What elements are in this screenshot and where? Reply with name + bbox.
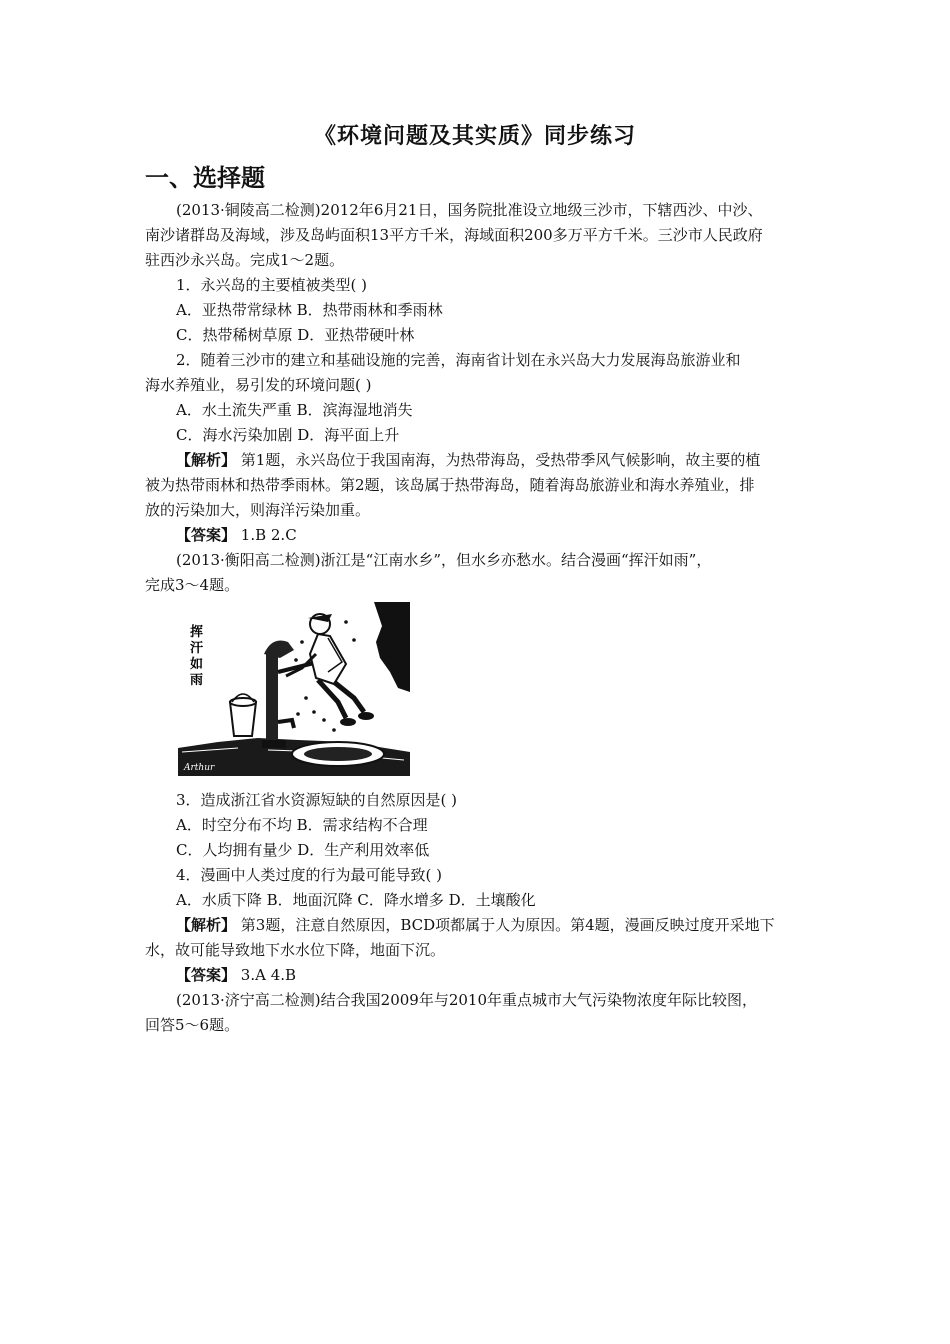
question-2-line-2: 海水养殖业，易引发的环境问题( )	[145, 376, 372, 394]
cartoon-drawing	[178, 602, 410, 776]
answer-label: 【答案】	[176, 966, 237, 984]
question-2-options-cd: C．海水污染加剧 D．海平面上升	[176, 426, 400, 444]
passage-1-line-3: 驻西沙永兴岛。完成1～2题。	[145, 251, 345, 269]
question-3-options-cd: C．人均拥有量少 D．生产利用效率低	[176, 841, 430, 859]
answer-text: 1.B 2.C	[236, 526, 297, 544]
analysis-text: 第1题，永兴岛位于我国南海，为热带海岛，受热带季风气候影响，故主要的植	[236, 451, 761, 469]
cartoon-caption-2: 汗	[190, 641, 204, 656]
question-1: 1．永兴岛的主要植被类型( )	[176, 276, 368, 294]
analysis-1-line-2: 被为热带雨林和热带季雨林。第2题，该岛属于热带海岛，随着海岛旅游业和海水养殖业，排	[145, 476, 755, 494]
analysis-label: 【解析】	[176, 916, 237, 934]
analysis-2-line-1	[176, 915, 775, 935]
answer-text: 3.A 4.B	[236, 966, 297, 984]
analysis-label: 【解析】	[176, 451, 237, 469]
cartoon-image	[178, 602, 410, 776]
cartoon-caption-1: 挥	[190, 625, 204, 640]
question-4: 4．漫画中人类过度的行为最可能导致( )	[176, 866, 443, 884]
passage-1-line-1: (2013·铜陵高二检测)2012年6月21日，国务院批准设立地级三沙市，下辖西沙、中沙、	[176, 201, 763, 219]
page-title: 《环境问题及其实质》同步练习	[313, 124, 636, 149]
section-heading: 一、选择题	[145, 164, 265, 192]
question-3: 3．造成浙江省水资源短缺的自然原因是( )	[176, 791, 458, 809]
passage-2-line-2: 完成3～4题。	[145, 576, 240, 594]
answer-label: 【答案】	[176, 526, 237, 544]
question-1-options-ab: A．亚热带常绿林 B．热带雨林和季雨林	[176, 301, 443, 319]
analysis-1-line-1	[176, 450, 760, 470]
question-2-line-1: 2．随着三沙市的建立和基础设施的完善，海南省计划在永兴岛大力发展海岛旅游业和	[176, 351, 741, 369]
question-2-options-ab: A．水土流失严重 B．滨海湿地消失	[176, 401, 413, 419]
passage-1-line-2: 南沙诸群岛及海域，涉及岛屿面积13平方千米，海域面积200多万平方千米。三沙市人民政府	[145, 226, 763, 244]
passage-2-line-1: (2013·衡阳高二检测)浙江是“江南水乡”，但水乡亦愁水。结合漫画“挥汗如雨”，	[176, 551, 712, 569]
passage-3-line-2: 回答5～6题。	[145, 1016, 240, 1034]
analysis-text: 第3题，注意自然原因，BCD项都属于人为原因。第4题，漫画反映过度开采地下	[236, 916, 775, 934]
cartoon-caption-4: 雨	[190, 673, 204, 688]
question-3-options-ab: A．时空分布不均 B．需求结构不合理	[176, 816, 428, 834]
question-1-options-cd: C．热带稀树草原 D．亚热带硬叶林	[176, 326, 415, 344]
analysis-1-line-3: 放的污染加大，则海洋污染加重。	[145, 501, 371, 519]
answer-2	[176, 965, 296, 985]
cartoon-signature: Arthur	[184, 763, 215, 773]
analysis-2-line-2: 水，故可能导致地下水水位下降，地面下沉。	[145, 941, 446, 959]
cartoon-caption-3: 如	[190, 657, 204, 672]
passage-3-line-1: (2013·济宁高二检测)结合我国2009年与2010年重点城市大气污染物浓度年际比较图，	[176, 991, 757, 1009]
answer-1	[176, 525, 297, 545]
question-4-options: A．水质下降 B．地面沉降 C．降水增多 D．土壤酸化	[176, 891, 536, 909]
